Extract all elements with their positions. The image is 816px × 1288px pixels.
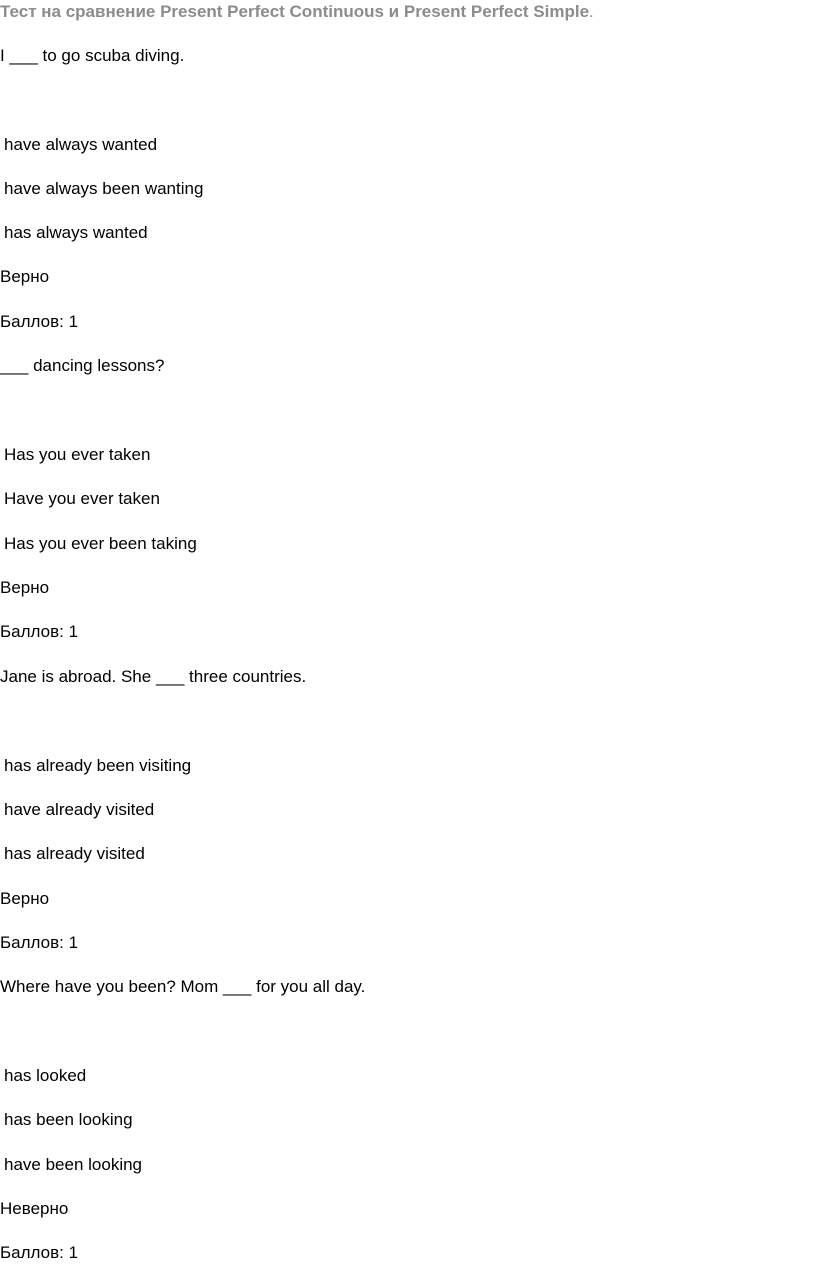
question-4-prompt: Where have you been? Mom ___ for you all day. xyxy=(0,977,366,996)
question-1-result: Верно xyxy=(0,267,50,286)
question-2-option-3[interactable]: Has you ever been taking xyxy=(4,534,197,553)
question-3-option-2[interactable]: have already visited xyxy=(4,800,155,819)
page-title xyxy=(0,2,594,22)
question-2-result: Верно xyxy=(0,578,50,597)
question-4-score: Баллов: 1 xyxy=(0,1243,79,1262)
question-2-option-1[interactable]: Has you ever taken xyxy=(4,445,151,464)
title-period: . xyxy=(589,2,594,21)
question-3-option-3[interactable]: has already visited xyxy=(4,844,145,863)
question-2-score: Баллов: 1 xyxy=(0,622,79,641)
question-4-option-2[interactable]: has been looking xyxy=(4,1110,133,1129)
question-3-result: Верно xyxy=(0,889,50,908)
question-3-score: Баллов: 1 xyxy=(0,933,79,952)
question-1-prompt: I ___ to go scuba diving. xyxy=(0,46,185,65)
question-4-option-1[interactable]: has looked xyxy=(4,1066,87,1085)
question-3-option-1[interactable]: has already been visiting xyxy=(4,756,192,775)
question-3-prompt: Jane is abroad. She ___ three countries. xyxy=(0,667,307,686)
question-4-option-3[interactable]: have been looking xyxy=(4,1155,143,1174)
question-1-option-2[interactable]: have always been wanting xyxy=(4,179,204,198)
question-2-prompt: ___ dancing lessons? xyxy=(0,356,165,375)
title-text: Тест на сравнение Present Perfect Continuous и Present Perfect Simple xyxy=(0,2,590,21)
question-1-option-1[interactable]: have always wanted xyxy=(4,135,158,154)
question-4-result: Неверно xyxy=(0,1199,69,1218)
question-1-option-3[interactable]: has always wanted xyxy=(4,223,148,242)
question-2-option-2[interactable]: Have you ever taken xyxy=(4,489,160,508)
question-1-score: Баллов: 1 xyxy=(0,312,79,331)
